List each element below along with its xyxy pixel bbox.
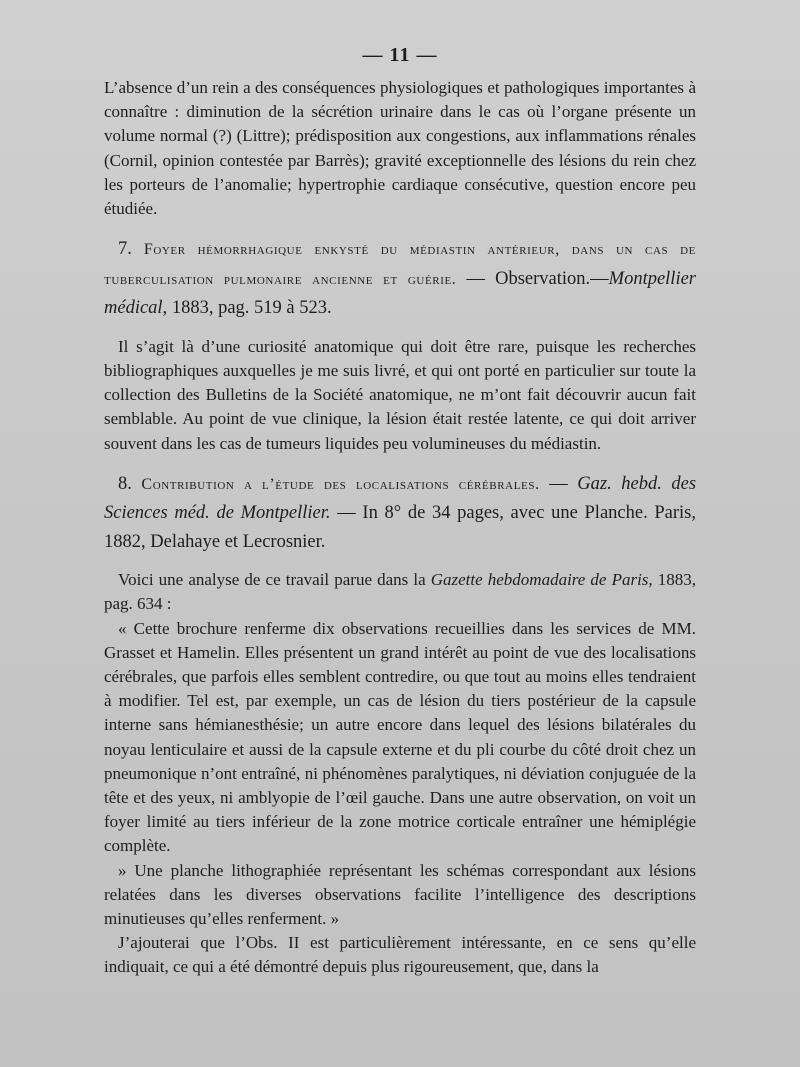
entry-7-journal: Montpellier médical, xyxy=(104,268,696,319)
paragraph-obs-ii: J’ajouterai que l’Obs. II est particulièrement intéressante, en ce sens qu’elle indiquait, ce qui a été démontré depuis plus rigoureusement, que, dans la xyxy=(104,933,696,977)
paragraph-mediastin: Il s’agit là d’une curiosité anatomique qui doit être rare, puisque les recherches bibliographiques auxquelles je me suis livré, et qui ont porté en particulier sur toute la collection des Bulletins de la Société anatomique, ne m’ont fait découvrir aucun fait semblable. Au point de vue clinique, la lésion était restée latente, ce qui doit arriver souvent dans les cas de tumeurs liquides peu volumineuses du médiastin. xyxy=(104,336,696,453)
entry-8-dash: — xyxy=(549,473,568,494)
analysis-intro-after: 1883, pag. 634 : xyxy=(104,570,697,614)
analysis-intro-journal: Gazette hebdomadaire de Paris, xyxy=(430,570,653,590)
paragraph-kidney-absence: L’absence d’un rein a des conséquences physiologiques et pathologiques importantes à connaître : diminution de la sécrétion urinaire dans le cas où l’organe présente un volume normal (?) (Littre); prédisposition aux congestions, aux inflammations rénales (Cornil, opinion contestée par Barrès); gravité exceptionnelle des lésions du rein chez les porteurs de l’anomalie; hypertrophie cardiaque consécutive, question encore peu étudiée. xyxy=(104,78,696,219)
entry-7-title: Foyer hémorrhagique enkysté du médiastin antérieur, dans un cas de tuberculisation pulmonaire ancienne et guérie. xyxy=(104,241,697,288)
bibliography-entry-8 xyxy=(104,470,696,557)
entry-8-details: — In 8° de 34 pages, avec une Planche. Paris, 1882, Delahaye et Lecrosnier. xyxy=(104,503,696,552)
entry-7-details: 1883, pag. 519 à 523. xyxy=(171,298,332,319)
quote-paragraph-2: » Une planche lithographiée représentant les schémas correspondant aux lésions relatées dans les diverses observations facilite l’intelligence des descriptions minutieuses qu’elles renferment. » xyxy=(104,860,696,929)
entry-7-dash: — Observation.— xyxy=(466,268,609,289)
paragraph-analysis-intro xyxy=(104,568,696,616)
entry-7-number: 7. xyxy=(118,239,132,260)
analysis-intro-before: Voici une analyse de ce travail parue dans la xyxy=(118,570,426,590)
entry-8-title: Contribution a l’étude des localisations cérébrales. xyxy=(141,475,540,493)
entry-8-number: 8. xyxy=(118,473,132,494)
bibliography-entry-7 xyxy=(104,235,696,323)
page-number: — 11 — xyxy=(362,44,438,66)
entry-8-journal: Gaz. hebd. des Sciences méd. de Montpellier. xyxy=(104,473,697,524)
quote-paragraph-1: « Cette brochure renferme dix observations recueillies dans les services de MM. Grasset et Hamelin. Elles présentent un grand intérêt au point de vue des localisations cérébrales, que parfois elles semblent contredire, ou que tout au moins elles tendraient à modifier. Tel est, par exemple, un cas de lésion du tiers postérieur de la capsule interne sans hémianesthésie; un autre encore dans lequel des lésions bilatérales du noyau lenticulaire et aussi de la capsule externe et du pli courbe du côté droit chez un pneumonique n’ont entraîné, ni phénomènes paralytiques, ni déviation conjuguée de la tête et des yeux, ni amblyopie de l’œil gauche. Dans une autre observation, on voit un foyer limité au tiers inférieur de la zone motrice corticale entraîner une hémiplégie complète. xyxy=(104,618,696,856)
